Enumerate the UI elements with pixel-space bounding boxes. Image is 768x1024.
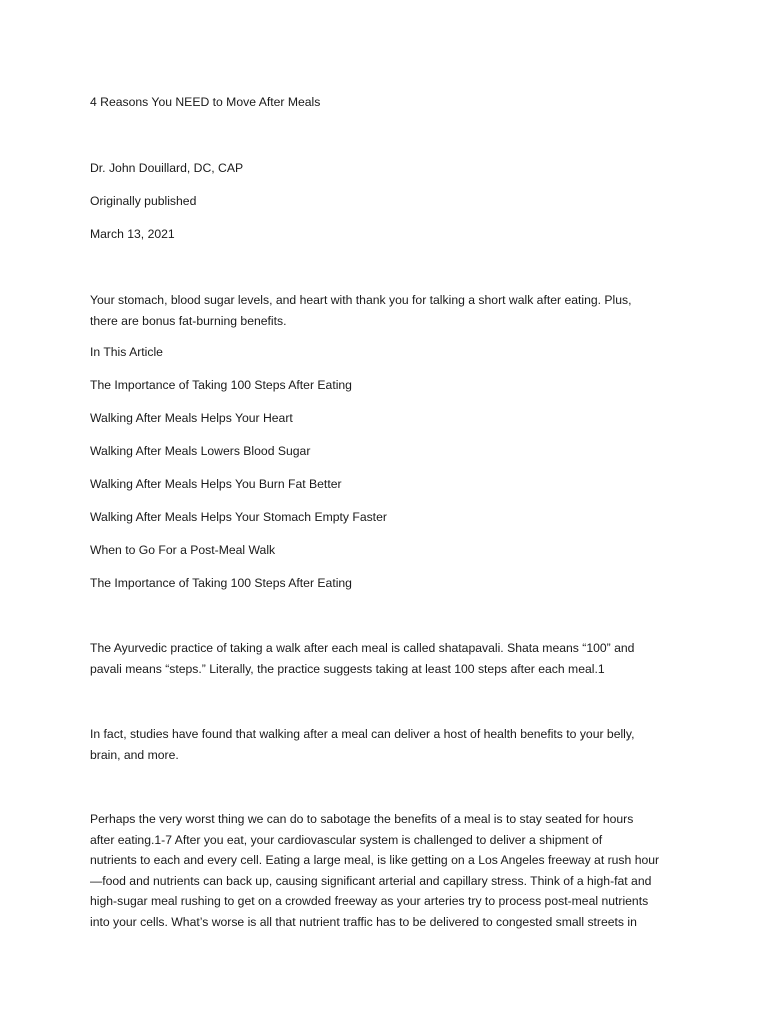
toc-item: The Importance of Taking 100 Steps After Eating <box>90 378 352 392</box>
toc-item: Walking After Meals Helps Your Stomach Empty Faster <box>90 510 387 524</box>
toc-heading: In This Article <box>90 345 163 359</box>
toc-item: Walking After Meals Helps Your Heart <box>90 411 293 425</box>
paragraph-line: —food and nutrients can back up, causing significant arterial and capillary stress. Think of a high-fat and <box>90 873 652 888</box>
toc-item: When to Go For a Post-Meal Walk <box>90 543 276 557</box>
paragraph-line: after eating.1-7 After you eat, your cardiovascular system is challenged to deliver a shipment of <box>90 832 603 847</box>
paragraph-line: In fact, studies have found that walking after a meal can deliver a host of health benefits to your belly, <box>90 727 635 741</box>
paragraph-line: there are bonus fat-burning benefits. <box>90 313 287 328</box>
author-line: Dr. John Douillard, DC, CAP <box>90 161 244 175</box>
published-label: Originally published <box>90 194 197 208</box>
paragraph-line: nutrients to each and every cell. Eating a large meal, is like getting on a Los Angeles freeway at rush hour <box>90 853 660 867</box>
paragraph-line: Your stomach, blood sugar levels, and heart with thank you for talking a short walk after eating. Plus, <box>90 293 632 307</box>
intro-paragraph <box>90 290 680 331</box>
body-paragraph-3 <box>90 809 680 932</box>
paragraph-line: The Ayurvedic practice of taking a walk after each meal is called shatapavali. Shata means “100” and <box>90 641 635 655</box>
section-heading: The Importance of Taking 100 Steps After Eating <box>90 576 352 590</box>
body-paragraph-2 <box>90 724 680 765</box>
paragraph-line: into your cells. What’s worse is all that nutrient traffic has to be delivered to congested small streets in <box>90 914 637 929</box>
toc-item: Walking After Meals Helps You Burn Fat Better <box>90 477 342 491</box>
toc-item: Walking After Meals Lowers Blood Sugar <box>90 444 311 458</box>
body-paragraph-1 <box>90 638 680 679</box>
paragraph-line: Perhaps the very worst thing we can do to sabotage the benefits of a meal is to stay seated for hours <box>90 812 634 826</box>
paragraph-line: brain, and more. <box>90 747 179 762</box>
paragraph-line: pavali means “steps.” Literally, the practice suggests taking at least 100 steps after each meal.1 <box>90 661 605 676</box>
paragraph-line: high-sugar meal rushing to get on a crowded freeway as your arteries try to process post-meal nutrients <box>90 894 649 908</box>
document-title: 4 Reasons You NEED to Move After Meals <box>90 95 321 109</box>
publish-date: March 13, 2021 <box>90 227 175 241</box>
